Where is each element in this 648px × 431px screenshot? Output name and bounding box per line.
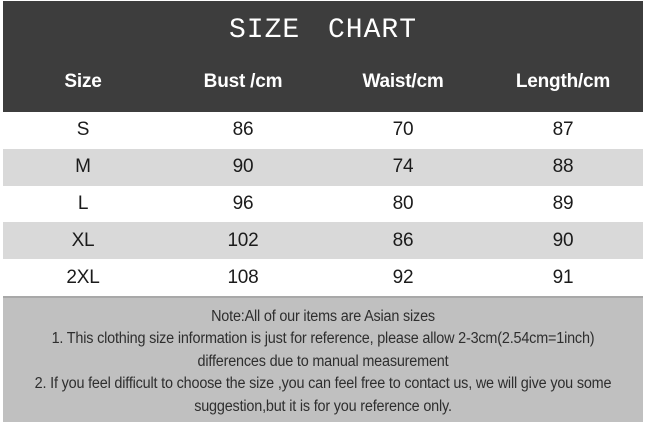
size-chart-sheet [3,1,643,422]
table-header-row [3,69,643,95]
size-cell: XL [71,229,95,251]
bust-cell: 96 [232,192,254,214]
size-cell: L [77,192,89,214]
size-cell: 2XL [66,266,100,288]
note-item-2-line-2: suggestion,but it is for you reference only. [194,397,452,415]
table-row [3,112,643,149]
bust-cell: 108 [227,266,259,288]
note-item-1-line-2: differences due to manual measurement [197,352,449,370]
size-cell: M [75,156,91,178]
size-cell: S [76,119,90,141]
bust-cell: 90 [232,156,254,178]
waist-cell: 80 [392,192,414,214]
table-row [3,186,643,223]
waist-cell: 74 [392,156,414,178]
note-item-2-line-1: 2. If you feel difficult to choose the size ,you can feel free to contact us, we will give you some [34,375,612,393]
column-header-bust: Bust /cm [203,71,283,92]
chart-header [3,1,643,112]
bust-cell: 86 [232,119,254,141]
length-cell: 89 [552,192,574,214]
length-cell: 88 [552,156,574,178]
notes-section [3,296,643,422]
waist-cell: 92 [392,266,414,288]
page-title: SIZE CHART [228,15,418,46]
table-body [3,112,643,296]
note-heading: Note:All of our items are Asian sizes [211,307,435,325]
length-cell: 87 [552,119,574,141]
table-row [3,222,643,259]
table-row [3,149,643,186]
column-header-length: Length/cm [515,71,611,92]
note-item-1-line-1: 1. This clothing size information is just for reference, please allow 2-3cm(2.54cm=1inch) [51,330,595,348]
length-cell: 91 [552,266,574,288]
bust-cell: 102 [227,229,259,251]
table-row [3,259,643,296]
column-header-waist: Waist/cm [362,71,444,92]
length-cell: 90 [552,229,574,251]
waist-cell: 70 [392,119,414,141]
waist-cell: 86 [392,229,414,251]
column-header-size: Size [64,71,102,92]
